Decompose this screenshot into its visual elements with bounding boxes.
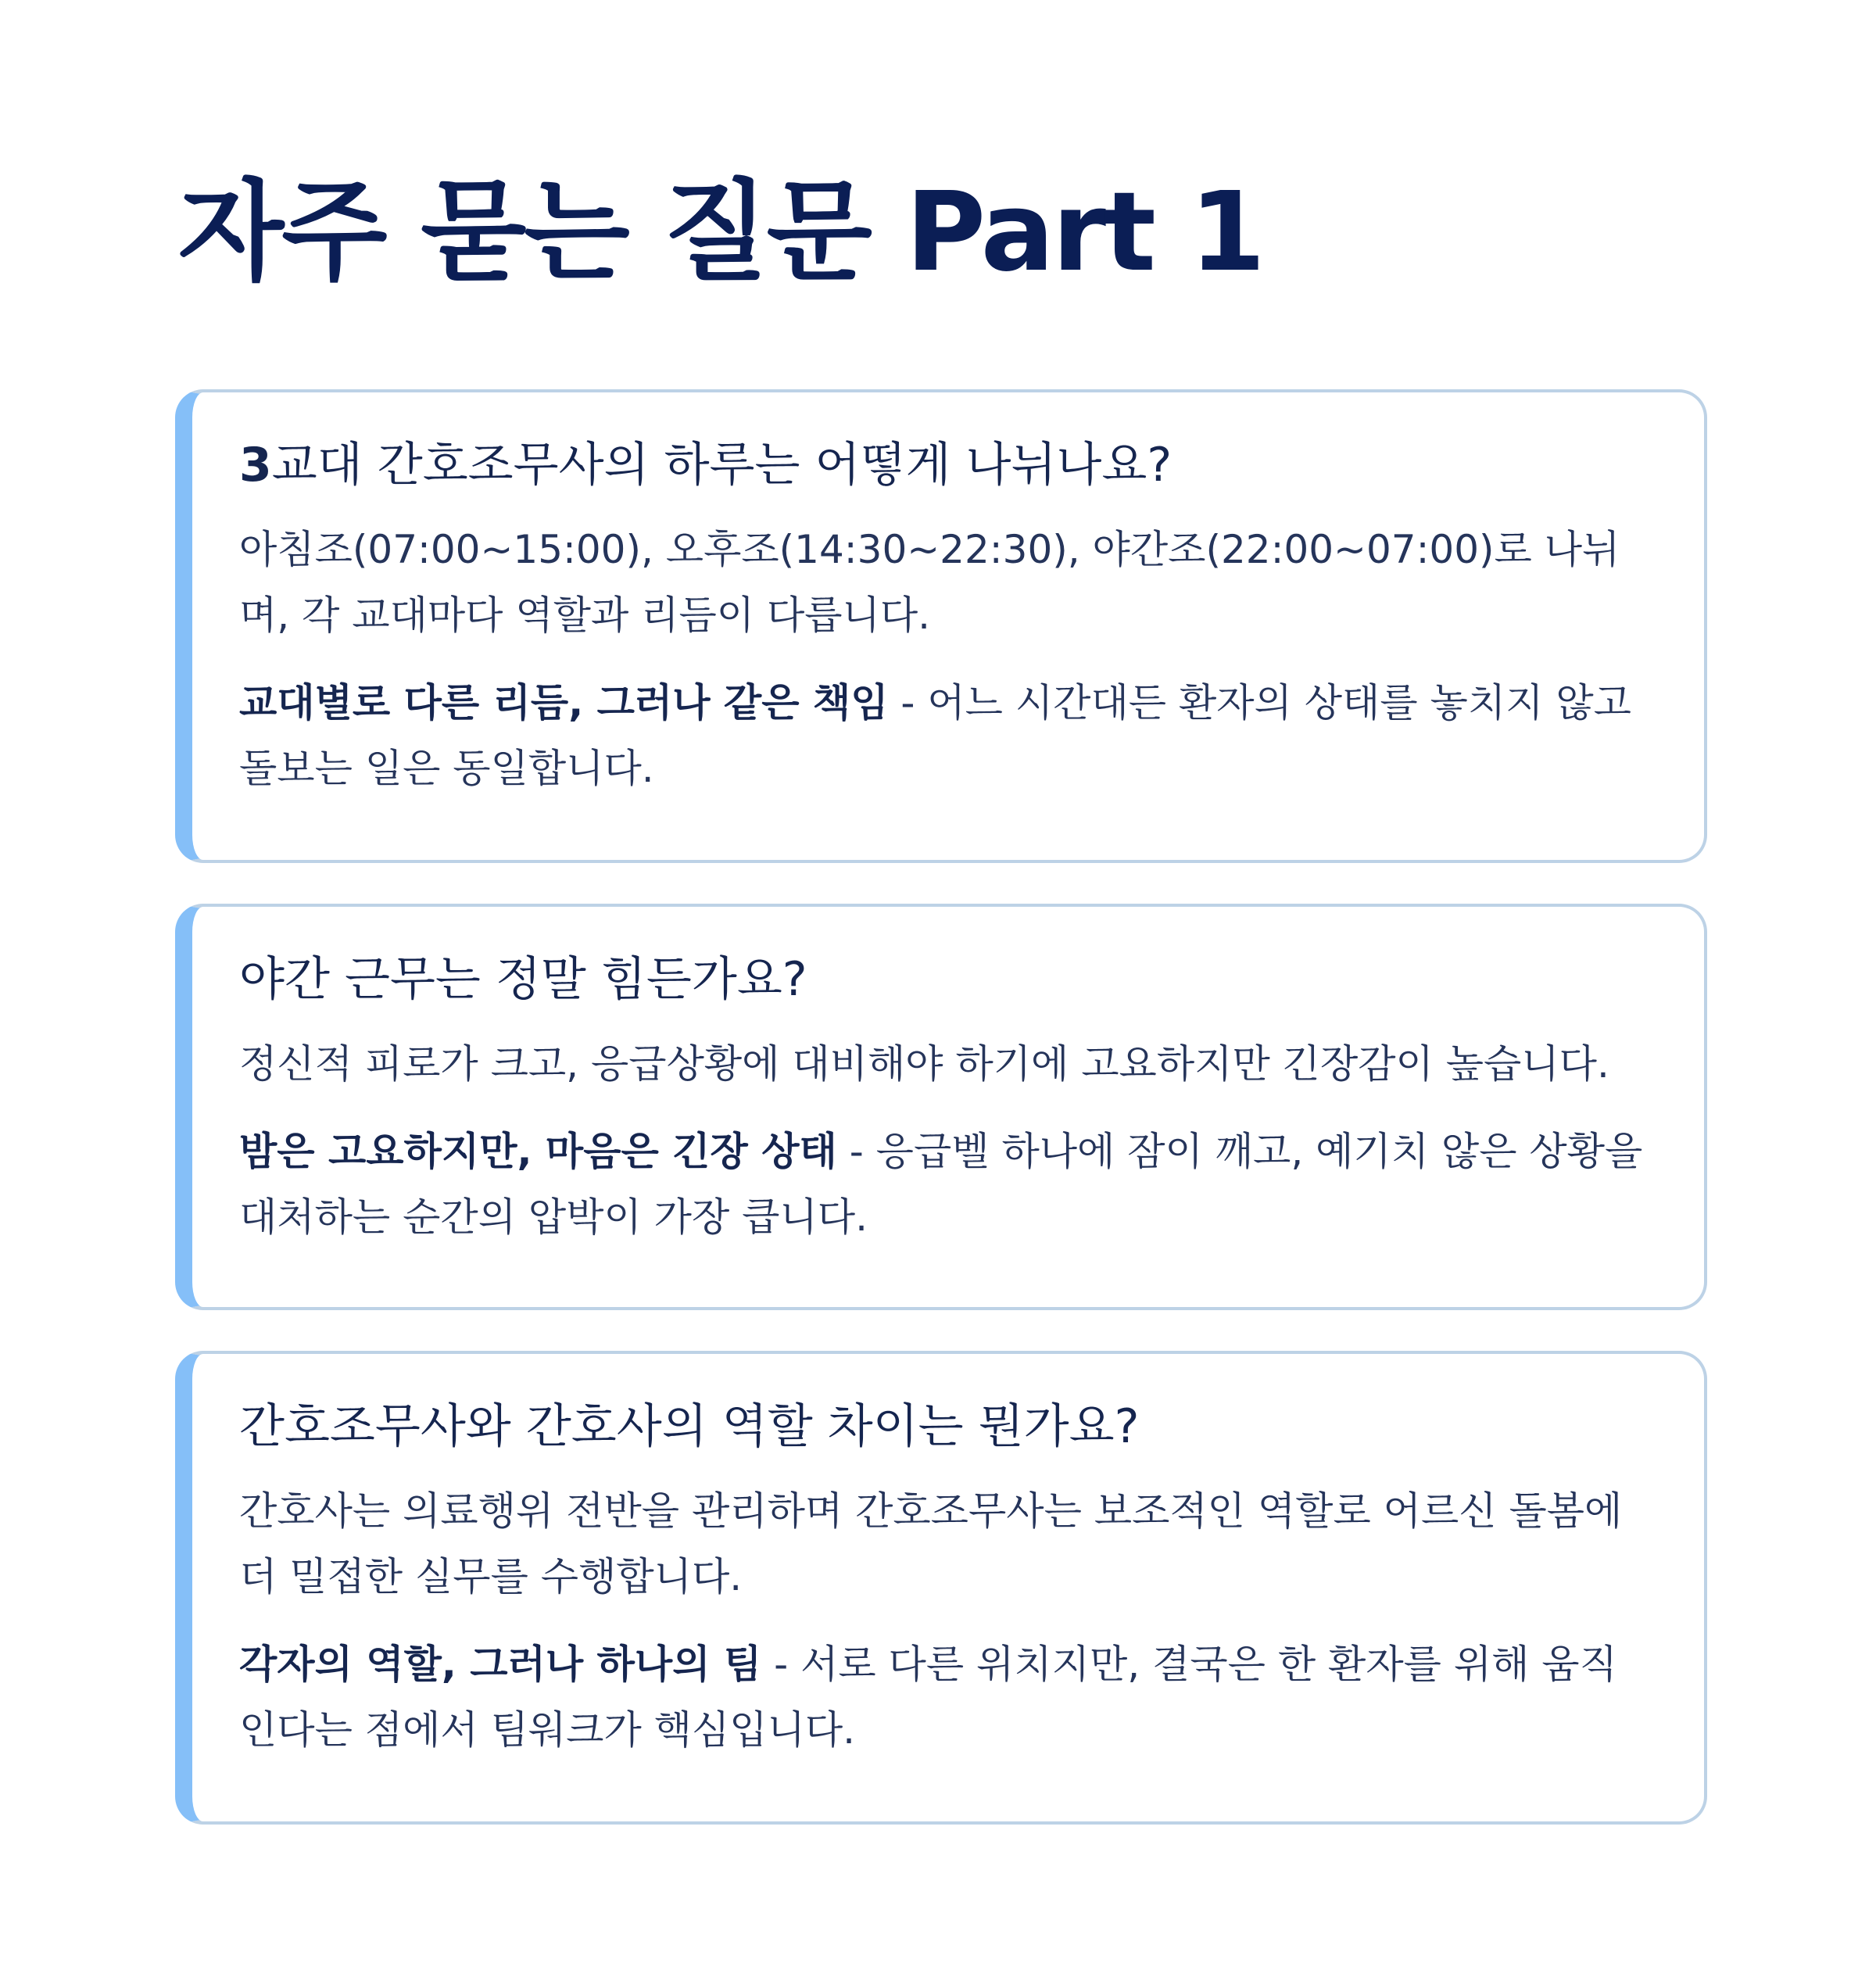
faq-question xyxy=(239,951,1648,1009)
faq-question-text: 간호조무사와 간호사의 역할 차이는 뭔가요? xyxy=(239,1399,1140,1454)
faq-answer: 아침조(07:00~15:00), 오후조(14:30~22:30), 야간조(22:00~07:00)로 나뉘며, 각 교대마다 역할과 리듬이 다릅니다. xyxy=(239,527,1620,638)
faq-question xyxy=(239,1398,1648,1456)
page-title: 자주 묻는 질문 Part 1 xyxy=(178,169,1264,296)
faq-card-3 xyxy=(175,1351,1707,1825)
faq-answer: 간호사는 의료행위 전반을 관리하며 간호조무사는 보조적인 역할로 어르신 돌봄에 더 밀접한 실무를 수행합니다. xyxy=(239,1488,1623,1599)
faq-question-text: 교대 간호조무사의 하루는 어떻게 나뉘나요? xyxy=(271,438,1172,492)
faq-question-text: 야간 근무는 정말 힘든가요? xyxy=(239,952,807,1007)
faq-highlight-title: 밤은 고요하지만, 마음은 긴장 상태 xyxy=(239,1129,837,1174)
faq-highlight-title: 각자의 역할, 그러나 하나의 팀 xyxy=(239,1642,762,1687)
faq-highlight-text: - 서로 다른 위치지만, 결국은 한 환자를 위해 움직인다는 점에서 팀워크가 핵심입니다. xyxy=(239,1642,1617,1753)
faq-answer: 정신적 피로가 크고, 응급상황에 대비해야 하기에 고요하지만 긴장감이 높습니다. xyxy=(239,1041,1609,1087)
faq-highlight xyxy=(239,1631,1648,1763)
faq-highlight-text: - 응급벨 하나에 잠이 깨고, 예기치 않은 상황을 대처하는 순간의 압박이 가장 큽니다. xyxy=(239,1129,1643,1240)
faq-highlight-title: 교대별로 다른 리듬, 그러나 같은 책임 xyxy=(239,680,889,725)
faq-highlight xyxy=(239,670,1648,801)
faq-highlight xyxy=(239,1119,1648,1250)
faq-card-1 xyxy=(175,389,1707,863)
faq-card-2 xyxy=(175,904,1707,1310)
faq-question xyxy=(239,436,1648,495)
faq-question-prefix: 3 xyxy=(239,438,272,492)
faq-highlight-text: - 어느 시간대든 환자의 상태를 놓치지 않고 돌보는 일은 동일합니다. xyxy=(239,680,1631,791)
